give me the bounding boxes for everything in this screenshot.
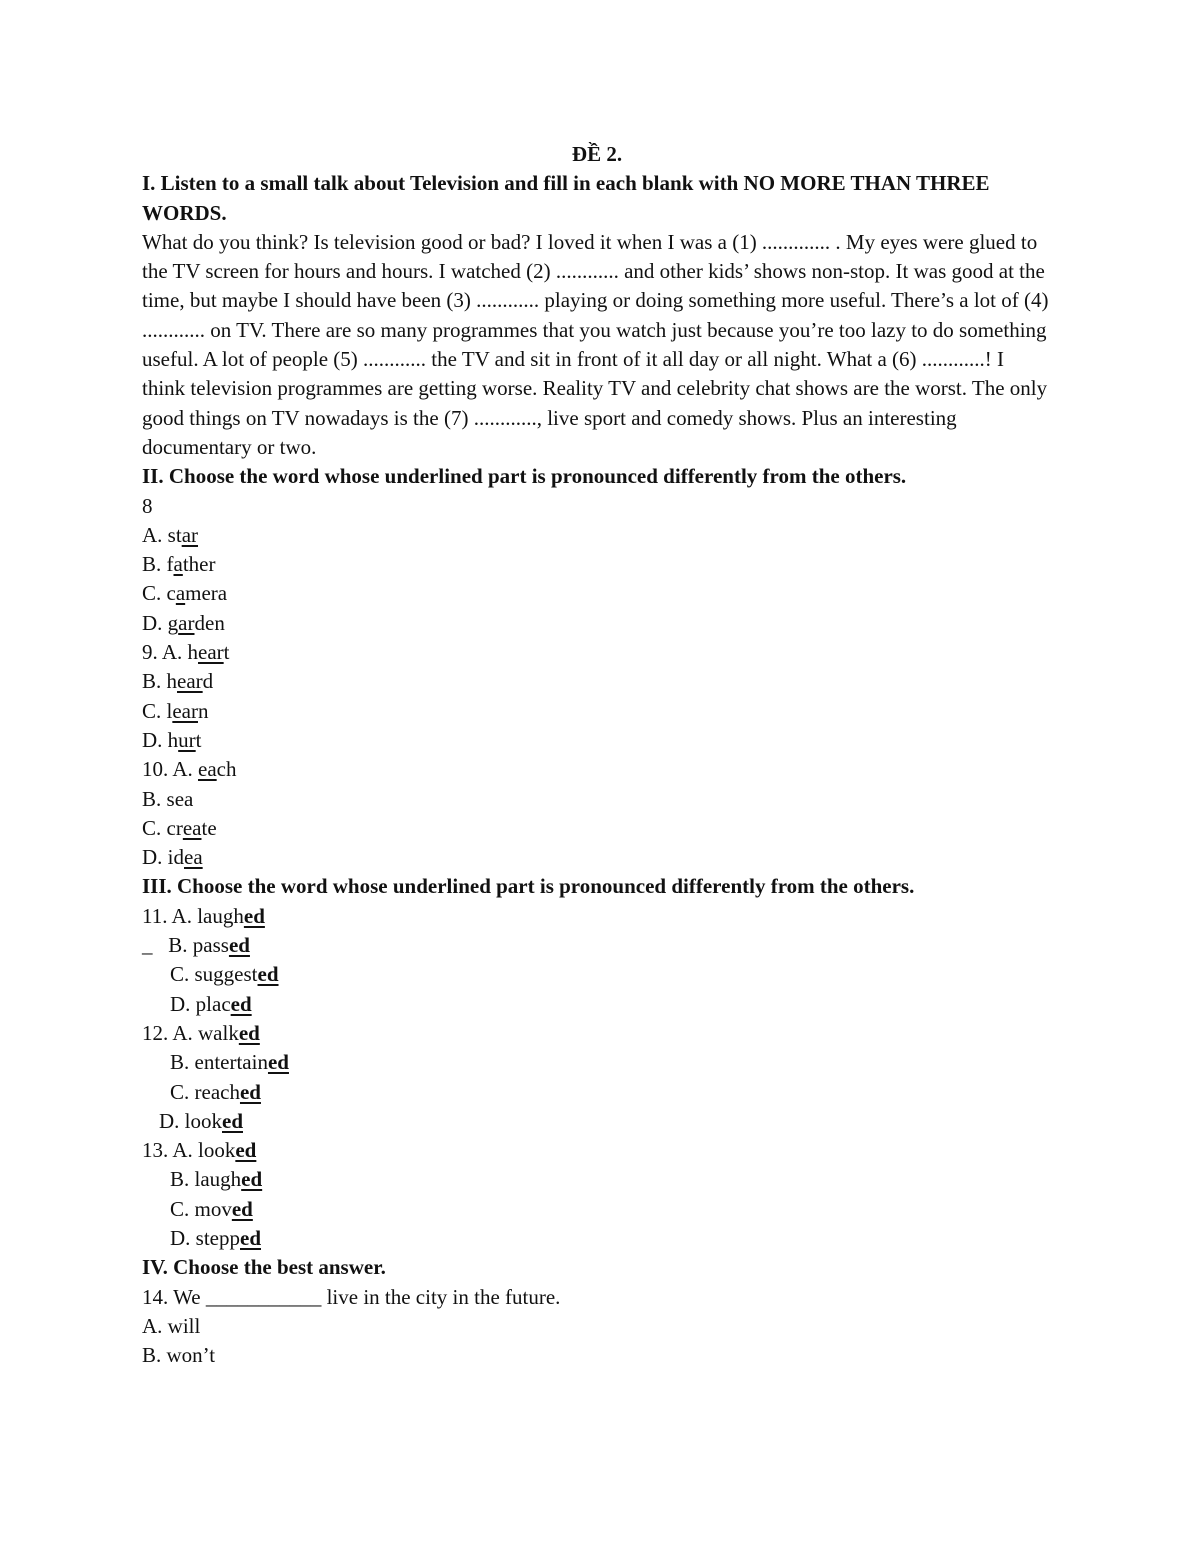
question-11-option-a: 11. A. laughed (142, 903, 265, 928)
question-13-option-b: B. laughed (170, 1167, 263, 1192)
question-9-option-c: C. learn (142, 698, 209, 723)
question-9-option-d: D. hurt (142, 727, 202, 752)
listening-passage: What do you think? Is television good or bad? I loved it when I was a (1) ............. . My eyes were glued to the TV screen for hours and hours. I watched (2) ............ and other kids’ shows non-stop. It was good at the time, but maybe I should have been (3) ............ playing or doing something more useful. There’s a lot of (4) ............ on TV. There are so many programmes that you watch just because you’re too lazy to do something useful. A lot of people (5) ............ the TV and sit in front of it all day or all night. What a (6) ............! I think television programmes are getting worse. Reality TV and celebrity chat shows are the worst. The only good things on TV nowadays is the (7) ............, live sport and comedy shows. Plus an interesting documentary or two. (142, 229, 1049, 459)
question-9-option-b: B. heard (142, 669, 214, 694)
question-14-stem: 14. We ___________ live in the city in the future. (142, 1284, 561, 1309)
question-8-option-b: B. father (142, 552, 216, 577)
document-page (142, 140, 1052, 1370)
question-12-option-b: B. entertained (170, 1050, 289, 1075)
question-10-option-a: 10. A. each (142, 757, 237, 782)
question-8-number: 8 (142, 493, 153, 518)
question-10-option-b: B. sea (142, 786, 194, 811)
question-12-option-a: 12. A. walked (142, 1020, 260, 1045)
question-8-option-a: A. star (142, 522, 199, 547)
question-10-option-c: C. create (142, 815, 217, 840)
question-11-option-d: D. placed (170, 991, 252, 1016)
question-12-option-d: D. looked (159, 1108, 243, 1133)
question-13-option-a: 13. A. looked (142, 1138, 257, 1163)
page-title: ĐỀ 2. (571, 142, 623, 166)
section-1-heading: I. Listen to a small talk about Television and fill in each blank with NO MORE THAN THREE WORDS. (142, 171, 990, 225)
question-14-option-b: B. won’t (142, 1343, 216, 1368)
question-10-option-d: D. idea (142, 845, 203, 870)
question-11-option-b: _ B. passed (142, 933, 250, 958)
stray-mark: _ (142, 933, 153, 958)
question-14-option-a: A. will (142, 1313, 201, 1338)
question-8-option-c: C. camera (142, 581, 228, 606)
section-3-heading: III. Choose the word whose underlined part is pronounced differently from the others. (142, 874, 915, 899)
question-8-option-d: D. garden (142, 610, 225, 635)
section-2-heading: II. Choose the word whose underlined part is pronounced differently from the others. (142, 464, 907, 489)
question-13-option-c: C. moved (170, 1196, 253, 1221)
question-11-option-c: C. suggested (170, 962, 279, 987)
question-13-option-d: D. stepped (170, 1225, 261, 1250)
question-9-option-a: 9. A. heart (142, 640, 230, 665)
section-4-heading: IV. Choose the best answer. (142, 1255, 386, 1280)
question-12-option-c: C. reached (170, 1079, 261, 1104)
